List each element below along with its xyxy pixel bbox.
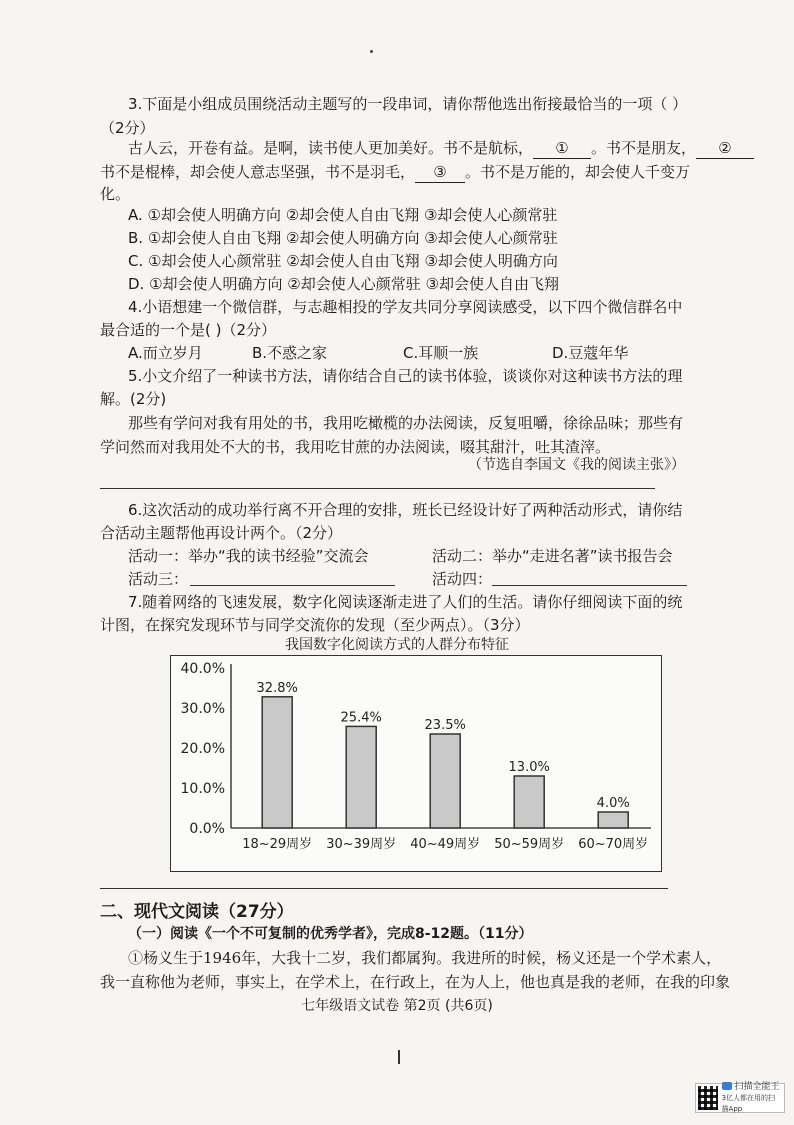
q4-line2: 最合适的一个是( )（2分）: [100, 321, 277, 339]
q5-answer-line: [100, 488, 655, 489]
x-tick-label: 18~29周岁: [242, 837, 313, 852]
qr-code-icon: [698, 1086, 718, 1110]
section2-para1-line2: 我一直称他为老师，事实上，在学术上，在行政上，在为人上，他也真是我的老师，在我的印象: [100, 973, 731, 991]
q3-blank2: ②: [696, 138, 754, 159]
q3-option-b: B. ①却会使人自由飞翔 ②却会使人明确方向 ③却会使人心颜常驻: [128, 229, 558, 247]
q6-activity-1: 活动一：举办“我的读书经验”交流会: [128, 547, 369, 565]
bar: [430, 734, 460, 828]
q3-stem: 3.下面是小组成员围绕活动主题写的一段串词，请你帮他选出衔接最恰当的一项（ ）: [128, 95, 688, 113]
scan-speck: [370, 50, 373, 53]
q4-option-a: A.而立岁月: [128, 344, 203, 362]
section2-title: 二、现代文阅读（27分）: [100, 902, 294, 922]
q6-activity-3-blank: [190, 585, 395, 586]
y-tick-label: 30.0%: [180, 701, 225, 717]
q4-option-b: B.不惑之家: [252, 344, 328, 362]
bar-value-label: 13.0%: [508, 760, 550, 775]
q3-blank3: ③: [415, 162, 465, 183]
bar: [598, 812, 628, 828]
x-tick-label: 40~49周岁: [410, 837, 481, 852]
q3-passage-line3: 化。: [100, 185, 131, 203]
bar-value-label: 32.8%: [256, 680, 298, 696]
q3-passage-line2: [100, 162, 690, 183]
y-tick-label: 0.0%: [189, 821, 225, 837]
scanner-name: 扫描全能王: [734, 1081, 780, 1092]
section2-para1-line1: ①杨义生于1946年，大我十二岁，我们都属狗。我进所的时候，杨义还是一个学术素人，: [128, 949, 722, 967]
x-tick-label: 50~59周岁: [494, 837, 565, 852]
q6-activity-4-blank: [492, 585, 687, 586]
q3-passage2-pre: 书不是棍棒，却会使人意志坚强，书不是羽毛，: [100, 163, 416, 181]
bar: [514, 776, 544, 828]
q4-option-d: D.豆蔻年华: [552, 344, 629, 362]
q5-source: （节选自李国文《我的阅读主张》）: [468, 457, 685, 473]
q7-line2: 计图，在探究发现环节与同学交流你的发现（至少两点）。（3分）: [100, 616, 530, 634]
q6-activity-2: 活动二：举办“走进名著”读书报告会: [432, 547, 673, 565]
q3-option-c: C. ①却会使人心颜常驻 ②却会使人自由飞翔 ③却会使人明确方向: [128, 252, 558, 270]
bar: [262, 697, 292, 828]
q3-score: （2分）: [100, 119, 155, 137]
q4-option-c: C.耳顺一族: [403, 344, 479, 362]
q3-option-a: A. ①却会使人明确方向 ②却会使人自由飞翔 ③却会使人心颜常驻: [128, 206, 558, 224]
bar-value-label: 23.5%: [424, 718, 466, 733]
q7-answer-line: [100, 888, 668, 889]
q5-quote-line2: 学问然而对我用处不大的书，我用吃甘蔗的办法阅读，啜其甜汁，吐其渣滓。: [100, 438, 611, 456]
x-tick-label: 60~70周岁: [578, 837, 649, 852]
q3-passage1-pre: 古人云，开卷有益。是啊，读书使人更加美好。书不是航标，: [128, 139, 534, 157]
y-tick-label: 40.0%: [180, 661, 225, 677]
x-tick-label: 30~39周岁: [326, 837, 397, 852]
bar-chart-frame: [170, 655, 662, 872]
q6-line1: 6.这次活动的成功举行离不开合理的安排，班长已经设计好了两种活动形式，请你结: [128, 501, 683, 519]
q3-blank1: ①: [533, 138, 591, 159]
bar: [346, 726, 376, 828]
scanner-logo-icon: [722, 1082, 732, 1090]
q5-line2: 解。(2分): [100, 390, 167, 408]
chart-title: 我国数字化阅读方式的人群分布特征: [285, 637, 509, 653]
q6-line2: 合活动主题帮他再设计两个。（2分）: [100, 524, 343, 542]
q5-line1: 5.小文介绍了一种读书方法，请你结合自己的读书体验，谈谈你对这种读书方法的理: [128, 367, 683, 385]
q6-activity-3-label: 活动三：: [128, 570, 189, 588]
q3-passage-line1: [128, 138, 754, 159]
bar-value-label: 25.4%: [340, 710, 382, 726]
q3-passage1-mid: 。书不是朋友，: [591, 139, 697, 157]
scanner-watermark-line1: [722, 1082, 782, 1093]
q3-option-d: D. ①却会使人明确方向 ②却会使人心颜常驻 ③却会使人自由飞翔: [128, 275, 559, 293]
y-tick-label: 10.0%: [180, 781, 225, 797]
page-footer: 七年级语文试卷 第2页 (共6页): [301, 998, 493, 1014]
y-tick-label: 20.0%: [180, 741, 225, 757]
section2-subtitle: （一）阅读《一个不可复制的优秀学者》，完成8-12题。（11分）: [128, 926, 533, 942]
q6-activity-4-label: 活动四：: [432, 570, 493, 588]
q7-line1: 7.随着网络的飞速发展，数字化阅读逐渐走进了人们的生活。请你仔细阅读下面的统: [128, 593, 683, 611]
scanner-tagline: 3亿人都在用的扫描App: [721, 1093, 776, 1113]
bar-chart: [171, 656, 661, 871]
q4-line1: 4.小语想建一个微信群，与志趣相投的学友共同分享阅读感受，以下四个微信群名中: [128, 298, 683, 316]
scanner-watermark: [695, 1083, 785, 1113]
q5-quote-line1: 那些有学问对我有用处的书，我用吃橄榄的办法阅读，反复咀嚼，徐徐品味；那些有: [128, 414, 684, 432]
scan-mark: [398, 1050, 400, 1064]
q3-passage2-post: 。书不是万能的，却会使人千变万: [465, 163, 691, 181]
bar-value-label: 4.0%: [596, 796, 630, 811]
